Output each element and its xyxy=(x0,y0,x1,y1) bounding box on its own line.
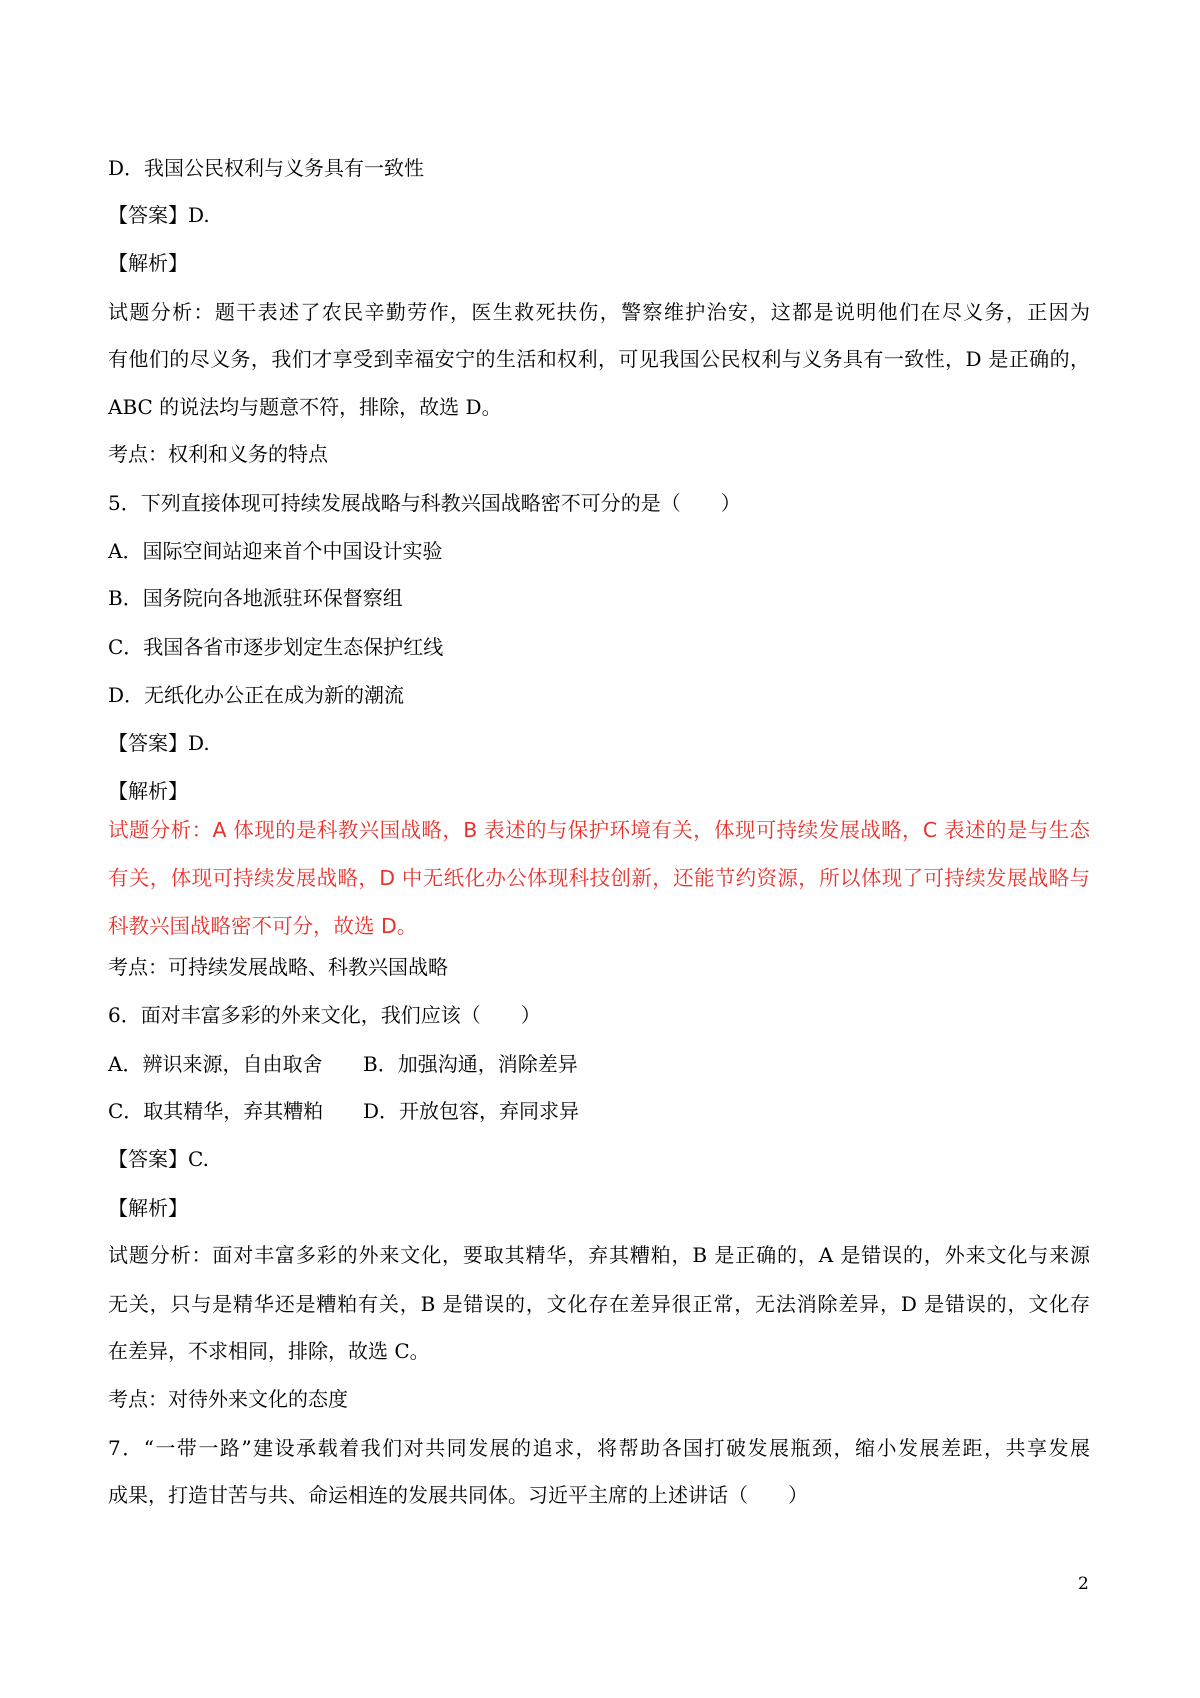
q4-analysis-line: 试题分析：题干表述了农民辛勤劳作，医生救死扶伤，警察维护治安，这都是说明他们在尽义务，正因为 xyxy=(108,300,1090,324)
q5-analysis-line-highlighted: 有关，体现可持续发展战略，D 中无纸化办公体现科技创新，还能节约资源，所以体现了可持续发展战略与 xyxy=(108,866,1090,890)
q6-analysis-line: 无关，只与是精华还是糟粕有关，B 是错误的，文化存在差异很正常，无法消除差异，D 是错误的，文化存 xyxy=(108,1292,1090,1316)
q6-option-c: C．取其精华，弃其糟粕 xyxy=(108,1099,324,1123)
q4-analysis-line: ABC 的说法均与题意不符，排除，故选 D。 xyxy=(108,395,502,419)
q6-analysis-label: 【解析】 xyxy=(108,1196,188,1220)
q5-option-b: B．国务院向各地派驻环保督察组 xyxy=(108,586,403,610)
q6-answer: 【答案】C. xyxy=(108,1147,209,1171)
q5-answer: 【答案】D. xyxy=(108,731,210,755)
q4-option-d: D．我国公民权利与义务具有一致性 xyxy=(108,156,425,180)
q4-analysis-label: 【解析】 xyxy=(108,251,188,275)
q5-analysis-label: 【解析】 xyxy=(108,779,188,803)
q5-analysis-line-highlighted: 试题分析：A 体现的是科教兴国战略，B 表述的与保护环境有关，体现可持续发展战略，C 表述的是与生态 xyxy=(108,818,1090,842)
q7-stem-line: 成果，打造甘苦与共、命运相连的发展共同体。习近平主席的上述讲话（ ） xyxy=(108,1483,808,1507)
q6-option-a: A．辨识来源，自由取舍 xyxy=(108,1052,323,1076)
page-number: 2 xyxy=(1078,1574,1089,1594)
q5-kaodian: 考点：可持续发展战略、科教兴国战略 xyxy=(108,955,448,979)
q6-kaodian: 考点：对待外来文化的态度 xyxy=(108,1387,348,1411)
q5-analysis-line-highlighted: 科教兴国战略密不可分，故选 D。 xyxy=(108,914,418,938)
q5-option-a: A．国际空间站迎来首个中国设计实验 xyxy=(108,539,443,563)
q4-kaodian: 考点：权利和义务的特点 xyxy=(108,442,328,466)
q4-analysis-line: 有他们的尽义务，我们才享受到幸福安宁的生活和权利，可见我国公民权利与义务具有一致性，D 是正确的， xyxy=(108,347,1090,371)
q6-stem: 6．面对丰富多彩的外来文化，我们应该（ ） xyxy=(108,1003,541,1027)
q5-stem: 5．下列直接体现可持续发展战略与科教兴国战略密不可分的是（ ） xyxy=(108,491,741,515)
q5-option-d: D．无纸化办公正在成为新的潮流 xyxy=(108,683,405,707)
q4-answer: 【答案】D. xyxy=(108,203,210,227)
q6-option-b: B．加强沟通，消除差异 xyxy=(363,1052,578,1076)
q6-analysis-line: 试题分析：面对丰富多彩的外来文化，要取其精华，弃其糟粕，B 是正确的，A 是错误的，外来文化与来源 xyxy=(108,1243,1090,1267)
q7-stem-line: 7．“一带一路”建设承载着我们对共同发展的追求，将帮助各国打破发展瓶颈，缩小发展差距，共享发展 xyxy=(108,1436,1090,1460)
q5-option-c: C．我国各省市逐步划定生态保护红线 xyxy=(108,635,444,659)
q6-analysis-line: 在差异，不求相同，排除，故选 C。 xyxy=(108,1339,430,1363)
q6-option-d: D．开放包容，弃同求异 xyxy=(363,1099,580,1123)
